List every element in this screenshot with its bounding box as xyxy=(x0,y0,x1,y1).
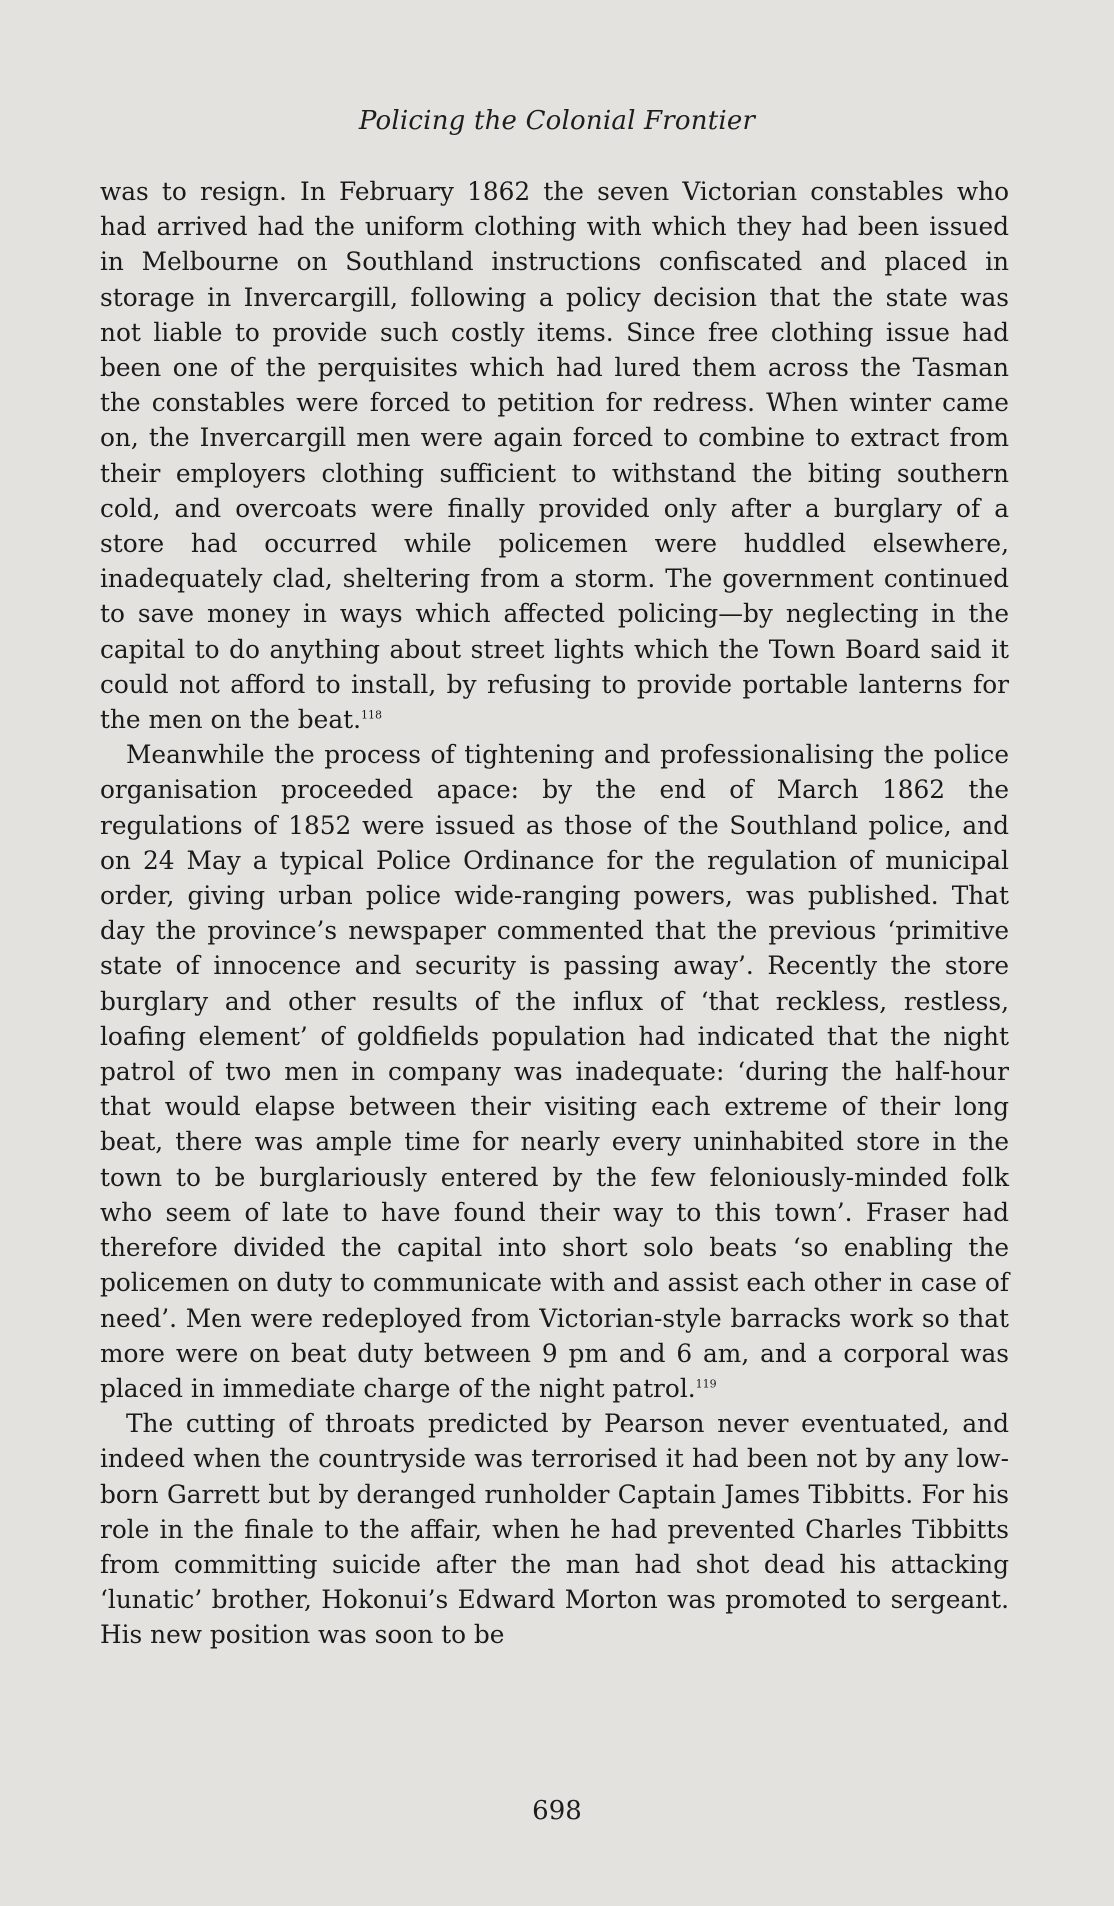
paragraph-2 xyxy=(100,737,1009,1406)
paragraph-1-text: was to resign. In February 1862 the seven Victorian constables who had arrived had the uniform clothing with which they had been issued in Melbourne on Southland instructions confiscated and placed in storage in Invercargill, following a policy decision that the state was not liable to provide such costly items. Since free clothing issue had been one of the perquisites which had lured them across the Tasman the constables were forced to petition for redress. When winter came on, the Invercargill men were again forced to combine to extract from their employers clothing sufficient to withstand the biting southern cold, and overcoats were finally provided only after a burglary of a store had occurred while policemen were huddled elsewhere, inadequately clad, sheltering from a storm. The government continued to save money in ways which affected policing—by neglecting in the capital to do anything about street lights which the Town Board said it could not afford to install, by refusing to provide portable lanterns for the men on the beat. xyxy=(100,177,1009,735)
footnote-ref-119: 119 xyxy=(695,1377,717,1391)
paragraph-3 xyxy=(100,1406,1009,1652)
page-number: 698 xyxy=(532,1796,582,1826)
footnote-ref-118: 118 xyxy=(361,708,382,722)
body-text xyxy=(100,174,1009,1653)
running-head: Policing the Colonial Frontier xyxy=(358,106,756,136)
paragraph-1 xyxy=(100,174,1009,737)
paragraph-2-text: Meanwhile the process of tightening and professionalising the police organisation proceeded apace: by the end of March 1862 the regulations of 1852 were issued as those of the Southland police, and on 24 May a typical Police Ordinance for the regulation of municipal order, giving urban police wide-ranging powers, was published. That day the province’s newspaper commented that the previous ‘primitive state of innocence and security is passing away’. Recently the store burglary and other results of the influx of ‘that reckless, restless, loafing element’ of goldfields population had indicated that the night patrol of two men in company was inadequate: ‘during the half-hour that would elapse between their visiting each extreme of their long beat, there was ample time for nearly every uninhabited store in the town to be burglariously entered by the few feloniously-minded folk who seem of late to have found their way to this town’. Fraser had therefore divided the capital into short solo beats ‘so enabling the policemen on duty to communicate with and assist each other in case of need’. Men were redeployed from Victorian-style barracks work so that more were on beat duty between 9 pm and 6 am, and a corporal was placed in immediate charge of the night patrol. xyxy=(100,740,1009,1403)
paragraph-3-text: The cutting of throats predicted by Pearson never eventuated, and indeed when the countryside was terrorised it had been not by any low-born Garrett but by deranged runholder Captain James Tibbitts. For his role in the finale to the affair, when he had prevented Charles Tibbitts from committing suicide after the man had shot dead his attacking ‘lunatic’ brother, Hokonui’s Edward Morton was promoted to sergeant. His new position was soon to be xyxy=(100,1409,1009,1650)
